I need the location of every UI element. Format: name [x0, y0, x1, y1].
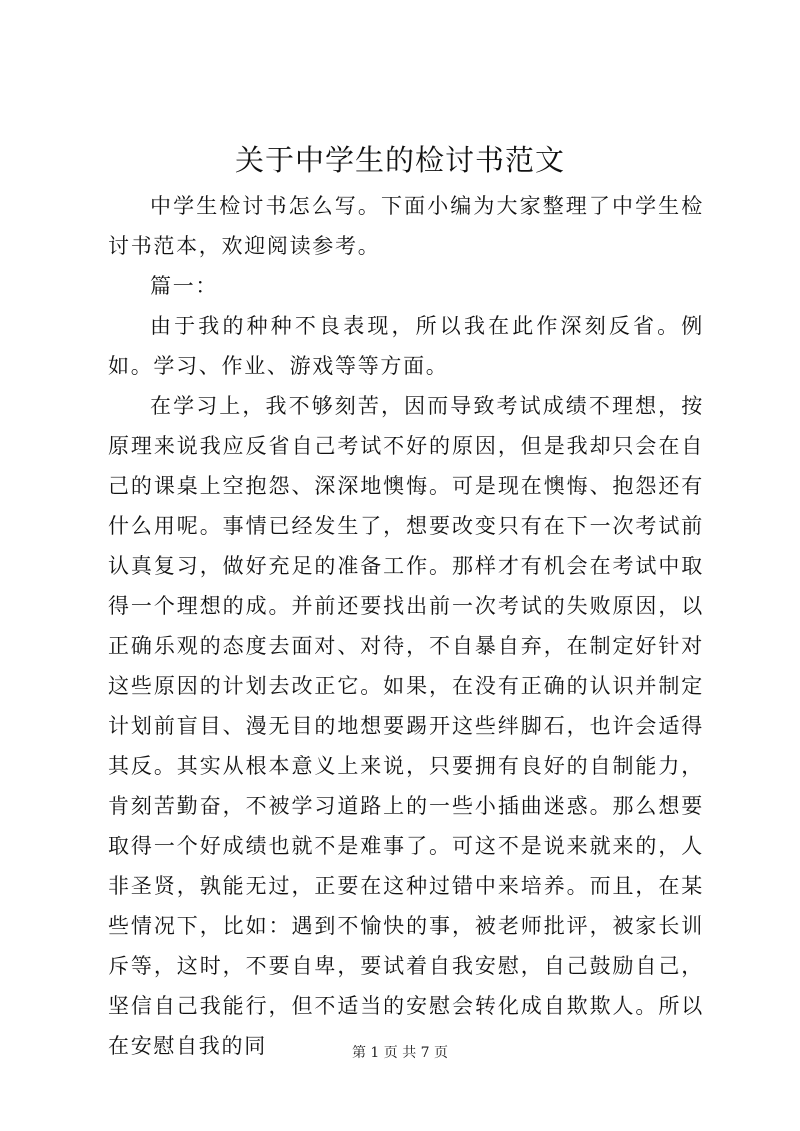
page-footer: 第 1 页 共 7 页	[351, 1045, 449, 1061]
paragraph-intro: 中学生检讨书怎么写。下面小编为大家整理了中学生检讨书范本，欢迎阅读参考。	[108, 194, 704, 258]
document-title: 关于中学生的检讨书范文	[234, 143, 565, 177]
paragraph-section-heading: 篇一：	[150, 274, 219, 298]
paragraph-reason: 由于我的种种不良表现，所以我在此作深刻反省。例如。学习、作业、游戏等等方面。	[108, 314, 704, 378]
document-body	[108, 186, 704, 1066]
paragraph-study: 在学习上，我不够刻苦，因而导致考试成绩不理想，按原理来说我应反省自己考试不好的原因，但是我却只会在自己的课桌上空抱怨、深深地懊悔。可是现在懊悔、抱怨还有什么用呢。事情已经发生了，想要改变只有在下一次考试前认真复习，做好充足的准备工作。那样才有机会在考试中取得一个理想的成。并前还要找出前一次考试的失败原因，以正确乐观的态度去面对、对待，不自暴自弃，在制定好针对这些原因的计划去改正它。如果，在没有正确的认识并制定计划前盲目、漫无目的地想要踢开这些绊脚石，也许会适得其反。其实从根本意义上来说，只要拥有良好的自制能力，肯刻苦勤奋，不被学习道路上的一些小插曲迷惑。那么想要取得一个好成绩也就不是难事了。可这不是说来就来的，人非圣贤，孰能无过，正要在这种过错中来培养。而且，在某些情况下，比如：遇到不愉快的事，被老师批评，被家长训斥等，这时，不要自卑，要试着自我安慰，自己鼓励自己，坚信自己我能行，但不适当的安慰会转化成自欺欺人。所以在安慰自我的同	[108, 394, 704, 1058]
